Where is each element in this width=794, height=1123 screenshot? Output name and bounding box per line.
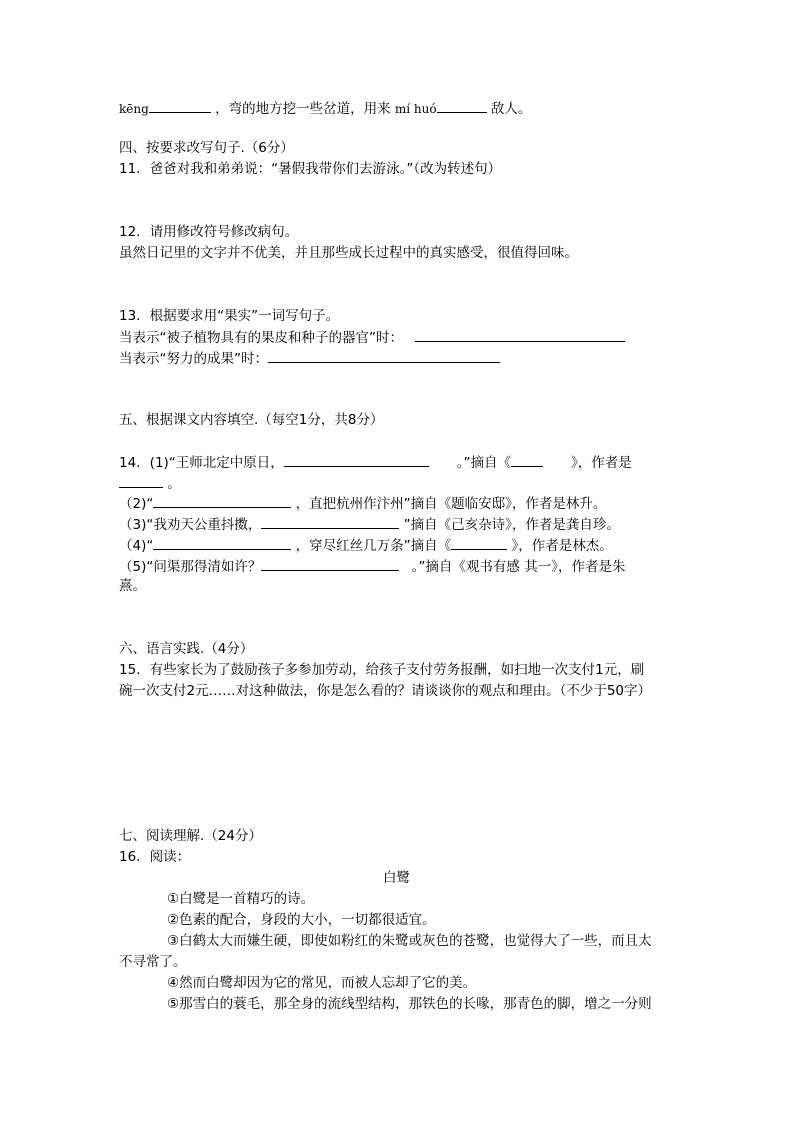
text: 。 xyxy=(167,476,181,492)
question-16: 16．阅读： xyxy=(119,849,191,865)
text: 敌人。 xyxy=(490,101,532,117)
answer-blank[interactable] xyxy=(153,493,291,508)
section-7-heading: 七、阅读理解.（24分） xyxy=(119,828,262,844)
pinyin-keng: kēng xyxy=(119,102,149,116)
question-14-1-cont xyxy=(119,473,181,493)
question-13-a xyxy=(119,327,625,347)
question-14-5-cont: 熹。 xyxy=(119,578,146,594)
question-11: 11．爸爸对我和弟弟说：“暑假我带你们去游泳。”（改为转述句） xyxy=(119,161,502,177)
answer-blank[interactable] xyxy=(437,98,487,113)
text: 。”摘自《 xyxy=(456,455,512,471)
passage-title: 白鹭 xyxy=(383,870,410,886)
pinyin-mihuo: mí huó xyxy=(394,102,437,116)
answer-blank[interactable] xyxy=(511,452,543,467)
answer-blank[interactable] xyxy=(153,535,291,550)
question-14-5 xyxy=(119,556,625,576)
question-15-line2: 碗一次支付2元……对这种做法，你是怎么看的？请谈谈你的观点和理由。（不少于50字） xyxy=(119,683,652,699)
paragraph-4: ④然而白鹭却因为它的常见，而被人忘却了它的美。 xyxy=(167,975,477,991)
text: ，弯的地方挖一些岔道，用来 xyxy=(215,101,391,117)
answer-blank[interactable] xyxy=(415,327,625,342)
question-12-title: 12．请用修改符号修改病句。 xyxy=(119,224,299,240)
text: （4)“ xyxy=(119,538,154,554)
text: 》，作者是林杰。 xyxy=(511,538,613,554)
question-13-title: 13．根据要求用“果实”一词写句子。 xyxy=(119,308,340,324)
text: 》，作者是 xyxy=(571,455,632,471)
section-5-heading: 五、根据课文内容填空.（每空1分，共8分） xyxy=(119,412,384,428)
text: （5)“问渠那得清如许？ xyxy=(119,559,262,575)
question-14-2 xyxy=(119,493,606,513)
text: 当表示“被子植物具有的果皮和种子的器官”时： xyxy=(119,330,403,346)
text: 当表示“努力的成果”时： xyxy=(119,351,268,367)
answer-blank[interactable] xyxy=(284,452,429,467)
paragraph-5: ⑤那雪白的蓑毛，那全身的流线型结构，那铁色的长喙，那青色的脚，增之一分则 xyxy=(167,996,652,1012)
paragraph-2: ②色素的配合，身段的大小，一切都很适宜。 xyxy=(167,912,436,928)
q10-continuation xyxy=(119,98,531,118)
text: （2)“ xyxy=(119,496,154,512)
question-13-b xyxy=(119,348,500,368)
answer-blank[interactable] xyxy=(119,473,163,488)
question-12-sentence: 虽然日记里的文字并不优美，并且那些成长过程中的真实感受，很值得回味。 xyxy=(119,245,578,261)
text: （3)“我劝天公重抖擞， xyxy=(119,517,262,533)
text: 14．(1)“王师北定中原日， xyxy=(119,455,284,471)
answer-blank[interactable] xyxy=(261,514,399,529)
text: 。”摘自《观书有感 其一》，作者是朱 xyxy=(411,559,626,575)
section-6-heading: 六、语言实践.（4分） xyxy=(119,641,254,657)
answer-blank[interactable] xyxy=(149,98,211,113)
paragraph-3: ③白鹤太大而嫌生硬，即使如粉红的朱鹭或灰色的苍鹭，也觉得大了一些，而且太 xyxy=(167,933,652,949)
question-14-4 xyxy=(119,535,613,555)
answer-blank[interactable] xyxy=(451,535,507,550)
question-15-line1: 15．有些家长为了鼓励孩子多参加劳动，给孩子支付劳务报酬，如扫地一次支付1元，刷 xyxy=(119,662,645,678)
paragraph-1: ①白鹭是一首精巧的诗。 xyxy=(167,891,315,907)
answer-blank[interactable] xyxy=(268,348,500,363)
question-14-3 xyxy=(119,514,620,534)
question-14-1 xyxy=(119,452,632,472)
text: ，直把杭州作汴州”摘自《题临安邸》，作者是林升。 xyxy=(295,496,607,512)
text: ”摘自《己亥杂诗》，作者是龚自珍。 xyxy=(403,517,620,533)
paragraph-3-cont: 不寻常了。 xyxy=(119,954,187,970)
section-4-heading: 四、按要求改写句子.（6分） xyxy=(119,140,294,156)
answer-blank[interactable] xyxy=(261,556,399,571)
text: ，穿尽红丝几万条”摘自《 xyxy=(295,538,452,554)
